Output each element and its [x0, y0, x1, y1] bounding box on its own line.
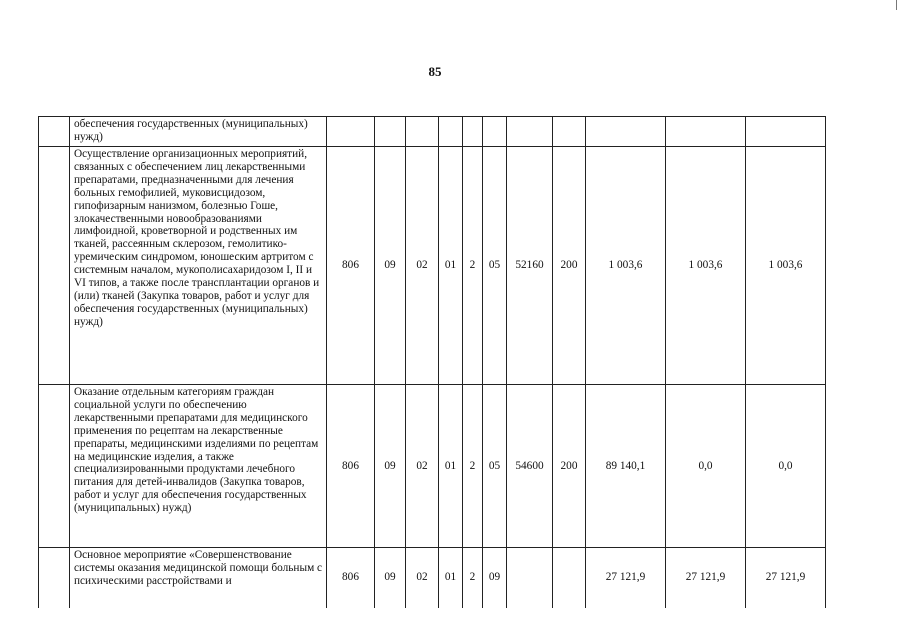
- section-cell: 09: [375, 147, 406, 385]
- program-cell: 01: [439, 385, 463, 548]
- amount-3-cell: 1 003,6: [746, 147, 826, 385]
- description-cell: Осуществление организационных мероприятий, связанных с обеспечением лиц лекарственными препаратами, предназначенными для лечения больных гемофилией, муковисцидозом, гипофизарным нанизмом, болезнью Гоше, злокачественными новообразованиями лимфоидной, кроветворной и родственных им тканей, рассеянным склерозом, гемолитико-уремическим синдромом, юношеским артритом с системным началом, мукополисахаридозом I, II и VI типов, а также после трансплантации органов и (или) тканей (Закупка товаров, работ и услуг для обеспечения государственных (муниципальных) нужд): [70, 147, 327, 385]
- amount-2-cell: 1 003,6: [666, 147, 746, 385]
- amount-1-cell: 27 121,9: [586, 548, 666, 608]
- page-number: 85: [428, 64, 442, 79]
- subsection-cell: [406, 117, 439, 147]
- event-cell: 05: [483, 147, 507, 385]
- expense-type-cell: [553, 117, 586, 147]
- scan-edge-mark: [896, 0, 897, 10]
- direction-cell: 54600: [507, 385, 553, 548]
- amount-2-cell: 0,0: [666, 385, 746, 548]
- amount-2-cell: [666, 117, 746, 147]
- description-cell: Основное мероприятие «Совершенствование системы оказания медицинской помощи больным с психическими расстройствами и: [70, 548, 327, 608]
- table-row: [39, 117, 826, 147]
- table-row: [39, 385, 826, 548]
- subprogram-cell: [463, 117, 483, 147]
- program-cell: 01: [439, 548, 463, 608]
- program-cell: [439, 117, 463, 147]
- section-cell: [375, 117, 406, 147]
- subsection-cell: 02: [406, 147, 439, 385]
- ministry-cell: 806: [327, 548, 375, 608]
- budget-table: [38, 116, 826, 608]
- index-cell: [39, 117, 70, 147]
- description-cell: обеспечения государственных (муниципальных) нужд): [70, 117, 327, 147]
- expense-type-cell: 200: [553, 147, 586, 385]
- direction-cell: [507, 117, 553, 147]
- amount-2-cell: 27 121,9: [666, 548, 746, 608]
- event-cell: [483, 117, 507, 147]
- expense-type-cell: [553, 548, 586, 608]
- ministry-cell: 806: [327, 385, 375, 548]
- expense-type-cell: 200: [553, 385, 586, 548]
- subsection-cell: 02: [406, 548, 439, 608]
- event-cell: 09: [483, 548, 507, 608]
- subprogram-cell: 2: [463, 147, 483, 385]
- amount-3-cell: 0,0: [746, 385, 826, 548]
- direction-cell: 52160: [507, 147, 553, 385]
- amount-1-cell: [586, 117, 666, 147]
- amount-1-cell: 89 140,1: [586, 385, 666, 548]
- index-cell: [39, 385, 70, 548]
- table-row: [39, 147, 826, 385]
- section-cell: 09: [375, 548, 406, 608]
- description-cell: Оказание отдельным категориям граждан социальной услуги по обеспечению лекарственными препаратами для медицинского применения по рецептам на лекарственные препараты, медицинскими изделиями по рецептам на медицинские изделия, а также специализированными продуктами лечебного питания для детей-инвалидов (Закупка товаров, работ и услуг для обеспечения государственных (муниципальных) нужд): [70, 385, 327, 548]
- index-cell: [39, 147, 70, 385]
- subprogram-cell: 2: [463, 548, 483, 608]
- program-cell: 01: [439, 147, 463, 385]
- direction-cell: [507, 548, 553, 608]
- event-cell: 05: [483, 385, 507, 548]
- amount-3-cell: 27 121,9: [746, 548, 826, 608]
- amount-3-cell: [746, 117, 826, 147]
- ministry-cell: [327, 117, 375, 147]
- section-cell: 09: [375, 385, 406, 548]
- amount-1-cell: 1 003,6: [586, 147, 666, 385]
- table-row: [39, 548, 826, 608]
- index-cell: [39, 548, 70, 608]
- ministry-cell: 806: [327, 147, 375, 385]
- subprogram-cell: 2: [463, 385, 483, 548]
- subsection-cell: 02: [406, 385, 439, 548]
